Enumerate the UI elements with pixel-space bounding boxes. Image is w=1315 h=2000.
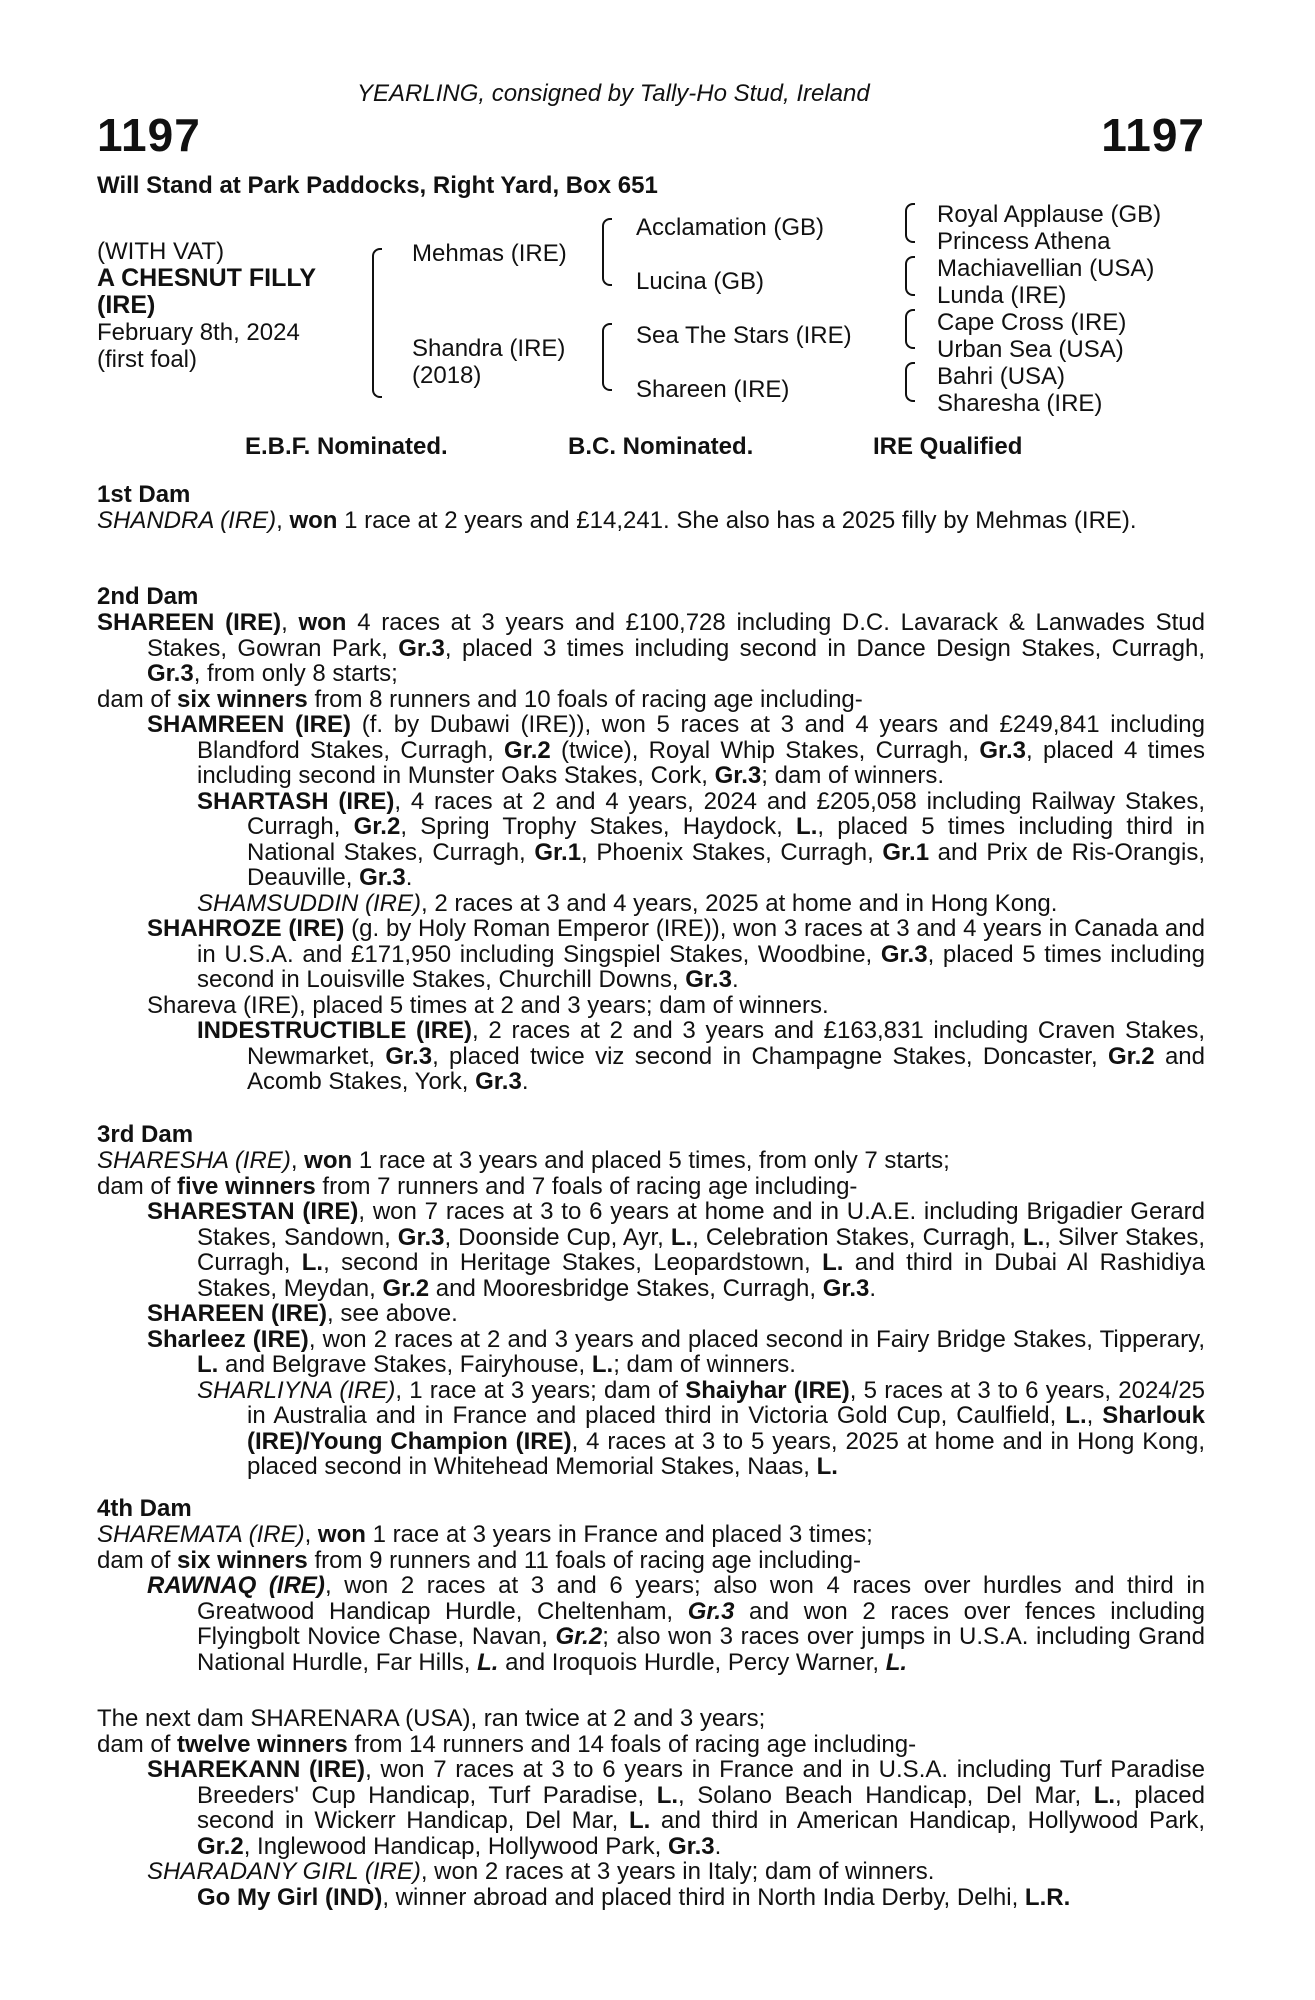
produce-sharadany-girl: SHARADANY GIRL (IRE), won 2 races at 3 years in Italy; dam of winners. (147, 1858, 935, 1885)
produce-indestructible: INDESTRUCTIBLE (IRE), 2 races at 2 and 3 years and £163,831 including Craven Stakes, Newmarket, Gr.3, placed twice viz second in Champagne Stakes, Doncaster, Gr.2 and Acomb Stakes, York, Gr.3. (197, 1017, 1206, 1095)
pedigree-great-grandparents (937, 201, 1161, 417)
produce-rawnaq: RAWNAQ (IRE), won 2 races at 3 and 6 years; also won 4 races over hurdles and third in Greatwood Handicap Hurdle, Cheltenham, Gr.3 and won 2 races over fences including Flyingbolt Novice Chase, Navan, Gr.2; also won 3 races over jumps in U.S.A. including Grand National Hurdle, Far Hills, L. and Iroquois Hurdle, Percy Warner, L. (147, 1572, 1206, 1676)
produce-shartash: SHARTASH (IRE), 4 races at 2 and 4 years, 2024 and £205,058 including Railway Stakes, Curragh, Gr.2, Spring Trophy Stakes, Haydock, L., placed 5 times including third in National Stakes, Curragh, Gr.1, Phoenix Stakes, Curragh, Gr.1 and Prix de Ris-Orangis, Deauville, Gr.3. (197, 787, 1206, 891)
produce-shamreen: SHAMREEN (IRE) (f. by Dubawi (IRE)), won 5 races at 3 and 4 years and £249,841 including Blandford Stakes, Curragh, Gr.2 (twice), Royal Whip Stakes, Curragh, Gr.3, placed 4 times including second in Munster Oaks Stakes, Cork, Gr.3; dam of winners. (147, 711, 1205, 789)
produce-shahroze: SHAHROZE (IRE) (g. by Holy Roman Emperor (IRE)), won 3 races at 3 and 4 years in Canada and in U.S.A. and £171,950 including Singspiel Stakes, Woodbine, Gr.3, placed 5 times including second in Louisville Stakes, Churchill Downs, Gr.3. (147, 915, 1205, 993)
third-dam-record: SHARESHA (IRE), won 1 race at 3 years and placed 5 times, from only 7 starts; (97, 1147, 950, 1174)
pedigree-grandsire-paternal: Acclamation (GB) (636, 214, 825, 241)
pedigree-dam-year: (2018) (412, 362, 482, 389)
ggp-4: Lunda (IRE) (937, 282, 1067, 309)
nomination-ire: IRE Qualified (873, 433, 1023, 460)
second-dam-record: SHAREEN (IRE), won 4 races at 3 years and £100,728 including D.C. Lavarack & Lanwades Stud Stakes, Gowran Park, Gr.3, placed 3 times including second in Dance Design Stakes, Curragh, Gr.3, from only 8 starts; (97, 609, 1206, 687)
catalogue-subtitle: YEARLING, consigned by Tally-Ho Stud, Ireland (357, 80, 870, 107)
pedigree-granddam-maternal: Shareen (IRE) (636, 376, 790, 403)
fourth-dam-record: SHAREMATA (IRE), won 1 race at 3 years in France and placed 3 times; (97, 1521, 873, 1548)
produce-shareen: SHAREEN (IRE), see above. (147, 1300, 458, 1327)
dam-name: SHAREEN (IRE) (97, 609, 282, 636)
ggp-8: Sharesha (IRE) (937, 390, 1103, 417)
third-dam-section (97, 1122, 1205, 1480)
produce-intro: dam of six winners from 8 runners and 10 foals of racing age including- (97, 685, 863, 713)
second-dam-section (97, 584, 1205, 1095)
pedigree-dam-name: Shandra (IRE) (412, 335, 566, 362)
section-heading: 1st Dam (97, 481, 191, 508)
first-dam-section (97, 482, 1205, 534)
produce-intro: dam of six winners from 9 runners and 11 foals of racing age including- (97, 1546, 861, 1574)
dam-name: SHANDRA (IRE) (97, 507, 277, 534)
pedigree-brace-ggp2 (905, 256, 913, 296)
section-heading: 2nd Dam (97, 583, 199, 610)
ggp-2: Princess Athena (937, 228, 1111, 255)
foaled-date: February 8th, 2024 (97, 319, 300, 346)
horse-name-line1: A CHESNUT FILLY (97, 264, 316, 292)
pedigree-brace-parents (372, 248, 382, 398)
ggp-7: Bahri (USA) (937, 363, 1066, 390)
won-label: won (289, 507, 338, 534)
section-heading: 3rd Dam (97, 1121, 194, 1148)
produce-go-my-girl: Go My Girl (IND), winner abroad and placed third in North India Derby, Delhi, L.R. (197, 1883, 1071, 1911)
produce-intro: dam of twelve winners from 14 runners and 14 foals of racing age including- (97, 1730, 917, 1758)
lot-number-right: 1197 (1101, 109, 1205, 161)
produce-intro: dam of five winners from 7 runners and 7 foals of racing age including- (97, 1172, 858, 1200)
produce-sharestan: SHARESTAN (IRE), won 7 races at 3 to 6 years at home and in U.A.E. including Brigadier Gerard Stakes, Sandown, Gr.3, Doonside Cup, Ayr, L., Celebration Stakes, Curragh, L., Silver Stakes, Curragh, L., second in Heritage Stakes, Leopardstown, L. and third in Dubai Al Rashidiya Stakes, Meydan, Gr.2 and Mooresbridge Stakes, Curragh, Gr.3. (147, 1198, 1206, 1302)
won-label: won (298, 609, 347, 636)
pedigree-grandsire-maternal: Sea The Stars (IRE) (636, 322, 852, 349)
pedigree-granddam-paternal: Lucina (GB) (636, 268, 765, 295)
produce-shamsuddin: SHAMSUDDIN (IRE), 2 races at 3 and 4 years, 2025 at home and in Hong Kong. (197, 889, 1058, 917)
pedigree-brace-sire (602, 218, 612, 286)
produce-sharekann: SHAREKANN (IRE), won 7 races at 3 to 6 years in France and in U.S.A. including Turf Paradise Breeders' Cup Handicap, Turf Paradise, L., Solano Beach Handicap, Del Mar, L., placed second in Wickerr Handicap, Del Mar, L. and third in American Handicap, Hollywood Park, Gr.2, Inglewood Handicap, Hollywood Park, Gr.3. (147, 1756, 1206, 1860)
ggp-5: Cape Cross (IRE) (937, 309, 1127, 336)
lot-number-left: 1197 (97, 109, 201, 161)
produce-shareva: Shareva (IRE), placed 5 times at 2 and 3 years; dam of winners. (147, 991, 829, 1019)
record-text: 1 race at 2 years and £14,241. She also has a 2025 filly by Mehmas (IRE). (337, 507, 1137, 534)
vat-note: (WITH VAT) (97, 238, 225, 265)
ggp-6: Urban Sea (USA) (937, 336, 1124, 363)
pedigree-brace-ggp1 (905, 203, 913, 243)
next-dam-section (97, 1706, 1205, 1910)
pedigree-sire: Mehmas (IRE) (412, 240, 567, 267)
fourth-dam-section (97, 1496, 1205, 1675)
pedigree-brace-ggp3 (905, 309, 913, 349)
pedigree-brace-ggp4 (905, 362, 913, 402)
nomination-bc: B.C. Nominated. (568, 433, 754, 460)
next-dam-record: The next dam SHARENARA (USA), ran twice at 2 and 3 years; (97, 1705, 766, 1732)
stand-location: Will Stand at Park Paddocks, Right Yard, Box 651 (97, 172, 658, 199)
produce-sharleez: Sharleez (IRE), won 2 races at 2 and 3 years and placed second in Fairy Bridge Stakes, Tipperary, L. and Belgrave Stakes, Fairyhouse, L.; dam of winners. (147, 1325, 1205, 1378)
ggp-3: Machiavellian (USA) (937, 255, 1155, 282)
nomination-ebf: E.B.F. Nominated. (245, 433, 448, 460)
pedigree-dam (412, 335, 565, 389)
produce-sharliyna: SHARLIYNA (IRE), 1 race at 3 years; dam of Shaiyhar (IRE), 5 races at 3 to 6 years, 2024/25 in Australia and in France and placed third in Victoria Gold Cup, Caulfield, L., Sharlouk (IRE)/Young Champion (IRE), 4 races at 3 to 5 years, 2025 at home and in Hong Kong, placed second in Whitehead Memorial Stakes, Naas, L. (197, 1376, 1206, 1480)
horse-name-line2: (IRE) (97, 291, 156, 319)
foal-note: (first foal) (97, 346, 198, 373)
pedigree-brace-dam (602, 323, 612, 391)
section-heading: 4th Dam (97, 1495, 192, 1522)
first-dam-record: SHANDRA (IRE), won 1 race at 2 years and £14,241. She also has a 2025 filly by Mehmas (IRE). (97, 507, 1137, 534)
ggp-1: Royal Applause (GB) (937, 201, 1162, 228)
horse-description (97, 238, 316, 373)
